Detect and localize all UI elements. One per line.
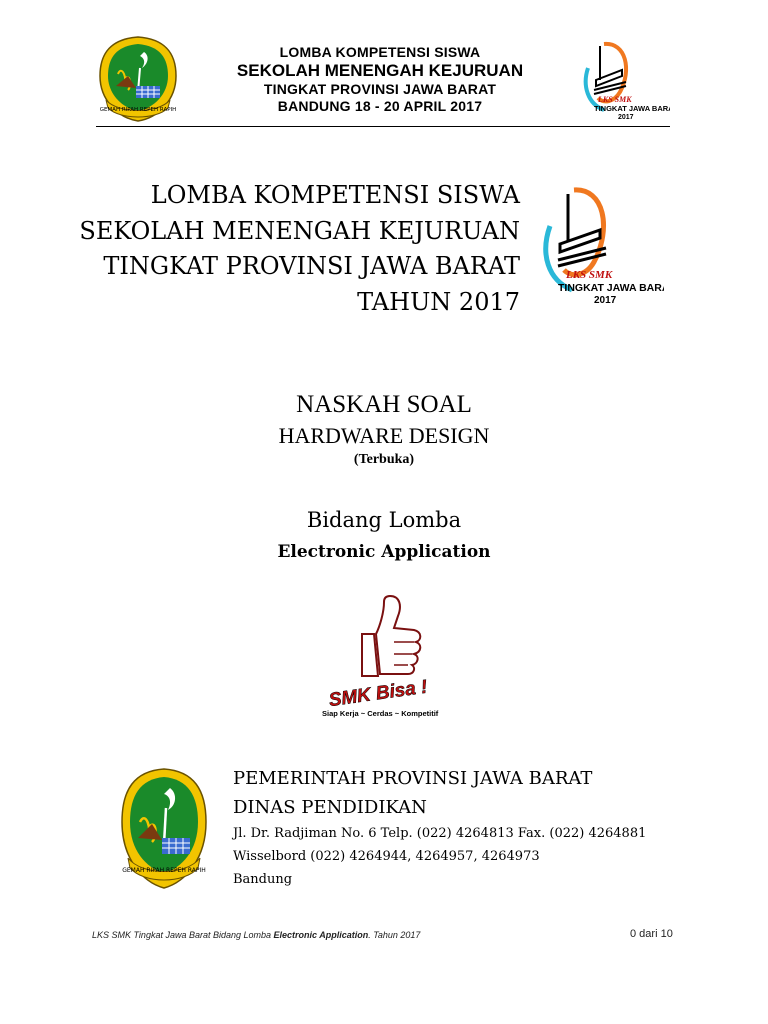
address-line-2: Wisselbord (022) 4264944, 4264957, 4264973: [233, 849, 540, 864]
header-text: [200, 44, 560, 115]
smk-bisa-logo: [318, 590, 464, 720]
title-line-1: LOMBA KOMPETENSI SISWA: [150, 181, 520, 209]
jawa-barat-emblem-header: [96, 34, 180, 124]
footer-bold: Electronic Application: [273, 930, 369, 940]
footer-suffix: . Tahun 2017: [368, 930, 421, 940]
svg-text:LKS SMK: LKS SMK: [566, 269, 613, 281]
svg-text:LKS SMK: LKS SMK: [598, 95, 632, 104]
svg-text:TINGKAT JAWA BARAT: TINGKAT JAWA BARAT: [558, 282, 664, 294]
svg-text:2017: 2017: [618, 114, 634, 121]
svg-text:GEMAH RIPAH REPEH RAPIH: GEMAH RIPAH REPEH RAPIH: [99, 107, 177, 113]
department-name: DINAS PENDIDIKAN: [233, 797, 427, 818]
government-info: [233, 764, 713, 891]
thumbs-up-icon: [362, 596, 420, 676]
province-name: PEMERINTAH PROVINSI JAWA BARAT: [233, 768, 593, 789]
city: Bandung: [233, 872, 293, 887]
title-line-3: TINGKAT PROVINSI JAWA BARAT: [103, 252, 520, 280]
header-line-3: TINGKAT PROVINSI JAWA BARAT: [263, 81, 497, 97]
svg-text:TINGKAT JAWA BARAT: TINGKAT JAWA BARAT: [594, 104, 670, 113]
header-line-4: BANDUNG 18 - 20 APRIL 2017: [277, 98, 483, 114]
competition-field: [0, 504, 768, 568]
lks-smk-logo-header: [574, 40, 670, 122]
hardware-design-heading: HARDWARE DESIGN: [278, 423, 490, 448]
header-line-2: SEKOLAH MENENGAH KEJURUAN: [236, 61, 524, 80]
lks-smk-logo-title: [528, 184, 664, 314]
title-line-2: SEKOLAH MENENGAH KEJURUAN: [79, 216, 520, 245]
svg-text:GEMAH RIPAH REPEH RAPIH: GEMAH RIPAH REPEH RAPIH: [122, 867, 206, 874]
footer-prefix: LKS SMK Tingkat Jawa Barat Bidang Lomba: [92, 930, 274, 940]
bidang-lomba-label: Bidang Lomba: [306, 508, 462, 532]
terbuka-label: (Terbuka): [353, 452, 415, 467]
svg-text:SMK Bisa !: SMK Bisa !: [327, 676, 429, 712]
page-number: 0 dari 10: [630, 928, 673, 940]
jawa-barat-emblem-footer: [118, 766, 210, 892]
page-footer-text: [92, 930, 420, 940]
document-title: [0, 388, 768, 470]
title-line-4: TAHUN 2017: [357, 287, 520, 316]
electronic-application-label: Electronic Application: [277, 542, 491, 562]
naskah-soal-heading: NASKAH SOAL: [296, 391, 472, 418]
header-line-1: LOMBA KOMPETENSI SISWA: [279, 44, 481, 60]
title-block: [60, 178, 520, 320]
header-divider: [96, 126, 670, 127]
svg-text:2017: 2017: [594, 295, 617, 306]
svg-text:Siap Kerja ~ Cerdas ~ Kompetit: Siap Kerja ~ Cerdas ~ Kompetitif: [322, 709, 439, 718]
address-line-1: Jl. Dr. Radjiman No. 6 Telp. (022) 4264813 Fax. (022) 4264881: [233, 826, 647, 841]
